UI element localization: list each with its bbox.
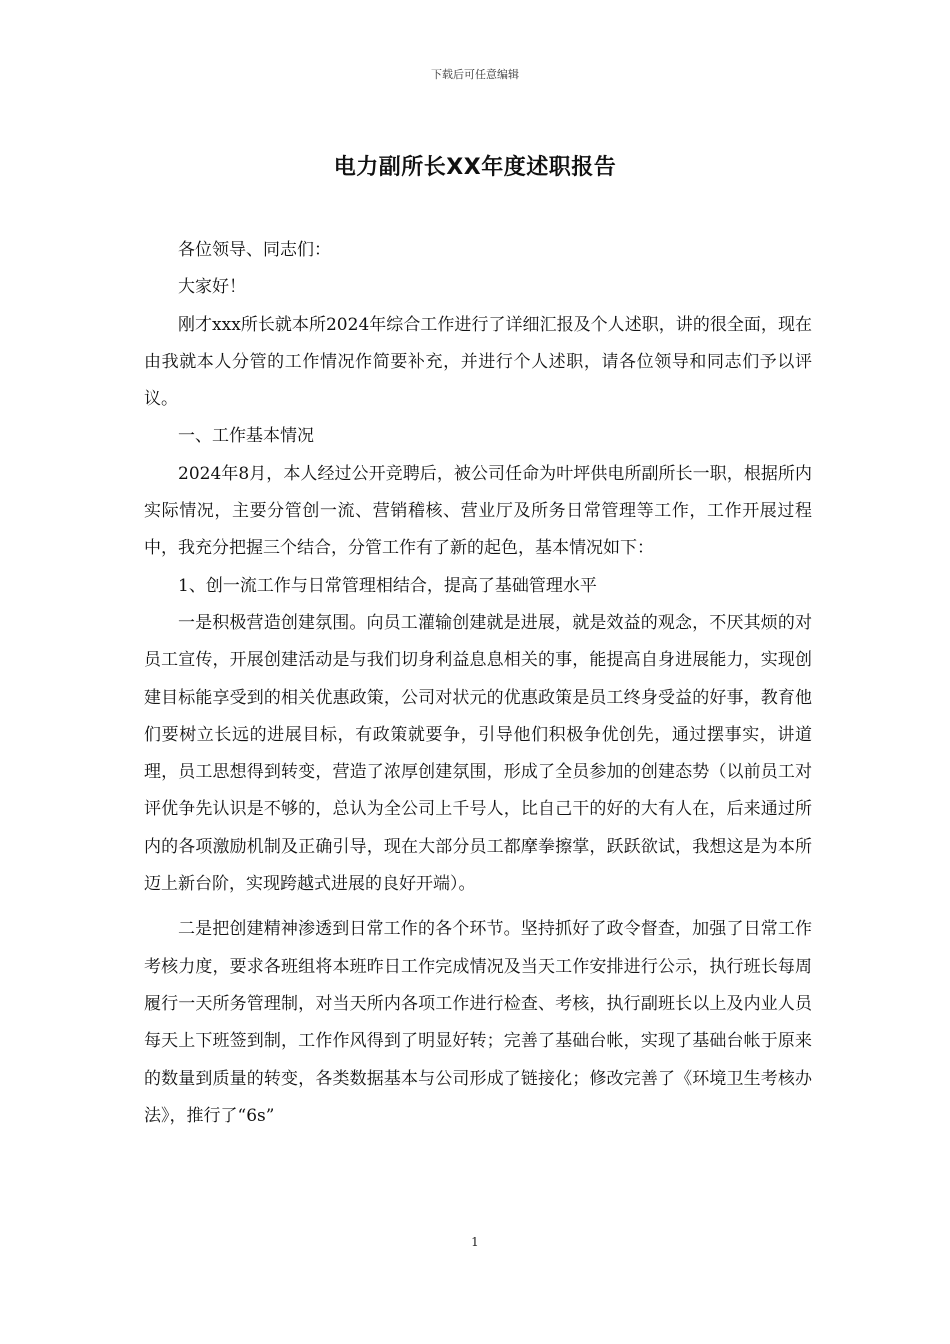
paragraph-intro: 刚才xxx所长就本所2024年综合工作进行了详细汇报及个人述职，讲的很全面，现在由我就本人分管的工作情况作简要补充，并进行个人述职，请各位领导和同志们予以评议。 [144, 314, 812, 410]
document-title: 电力副所长XX年度述职报告 [333, 155, 617, 180]
paragraph-greeting: 大家好！ [178, 277, 246, 298]
paragraph-salutation: 各位领导、同志们： [178, 240, 331, 260]
document-body [144, 232, 812, 1135]
paragraph-point-two: 二是把创建精神渗透到日常工作的各个环节。坚持抓好了政令督查，加强了日常工作考核力度，要求各班组将本班昨日工作完成情况及当天工作安排进行公示，执行班长每周履行一天所务管理制，对当天所内各项工作进行检查、考核，执行副班长以上及内业人员每天上下班签到制，工作作风得到了明显好转；完善了基础台帐，实现了基础台帐于原来的数量到质量的转变，各类数据基本与公司形成了链接化；修改完善了《环境卫生考核办法》，推行了“6s” [144, 919, 812, 1126]
paragraph-background: 2024年8月，本人经过公开竞聘后，被公司任命为叶坪供电所副所长一职，根据所内实际情况，主要分管创一流、营销稽核、营业厅及所务日常管理等工作，工作开展过程中，我充分把握三个结合，分管工作有了新的起色，基本情况如下： [144, 463, 812, 559]
section-heading: 一、工作基本情况 [178, 426, 314, 447]
subsection-heading: 1、创一流工作与日常管理相结合，提高了基础管理水平 [178, 575, 597, 596]
page-number: 1 [471, 1235, 479, 1249]
header-note: 下载后可任意编辑 [431, 68, 519, 81]
paragraph-point-one: 一是积极营造创建氛围。向员工灌输创建就是进展，就是效益的观念，不厌其烦的对员工宣传，开展创建活动是与我们切身利益息息相关的事，能提高自身进展能力，实现创建目标能享受到的相关优惠政策，公司对状元的优惠政策是员工终身受益的好事，教育他们要树立长远的进展目标，有政策就要争，引导他们积极争优创先，通过摆事实，讲道理，员工思想得到转变，营造了浓厚创建氛围，形成了全员参加的创建态势（以前员工对评优争先认识是不够的，总认为全公司上千号人，比自己干的好的大有人在，后来通过所内的各项激励机制及正确引导，现在大部分员工都摩拳擦掌，跃跃欲试，我想这是为本所迈上新台阶，实现跨越式进展的良好开端）。 [144, 612, 812, 895]
